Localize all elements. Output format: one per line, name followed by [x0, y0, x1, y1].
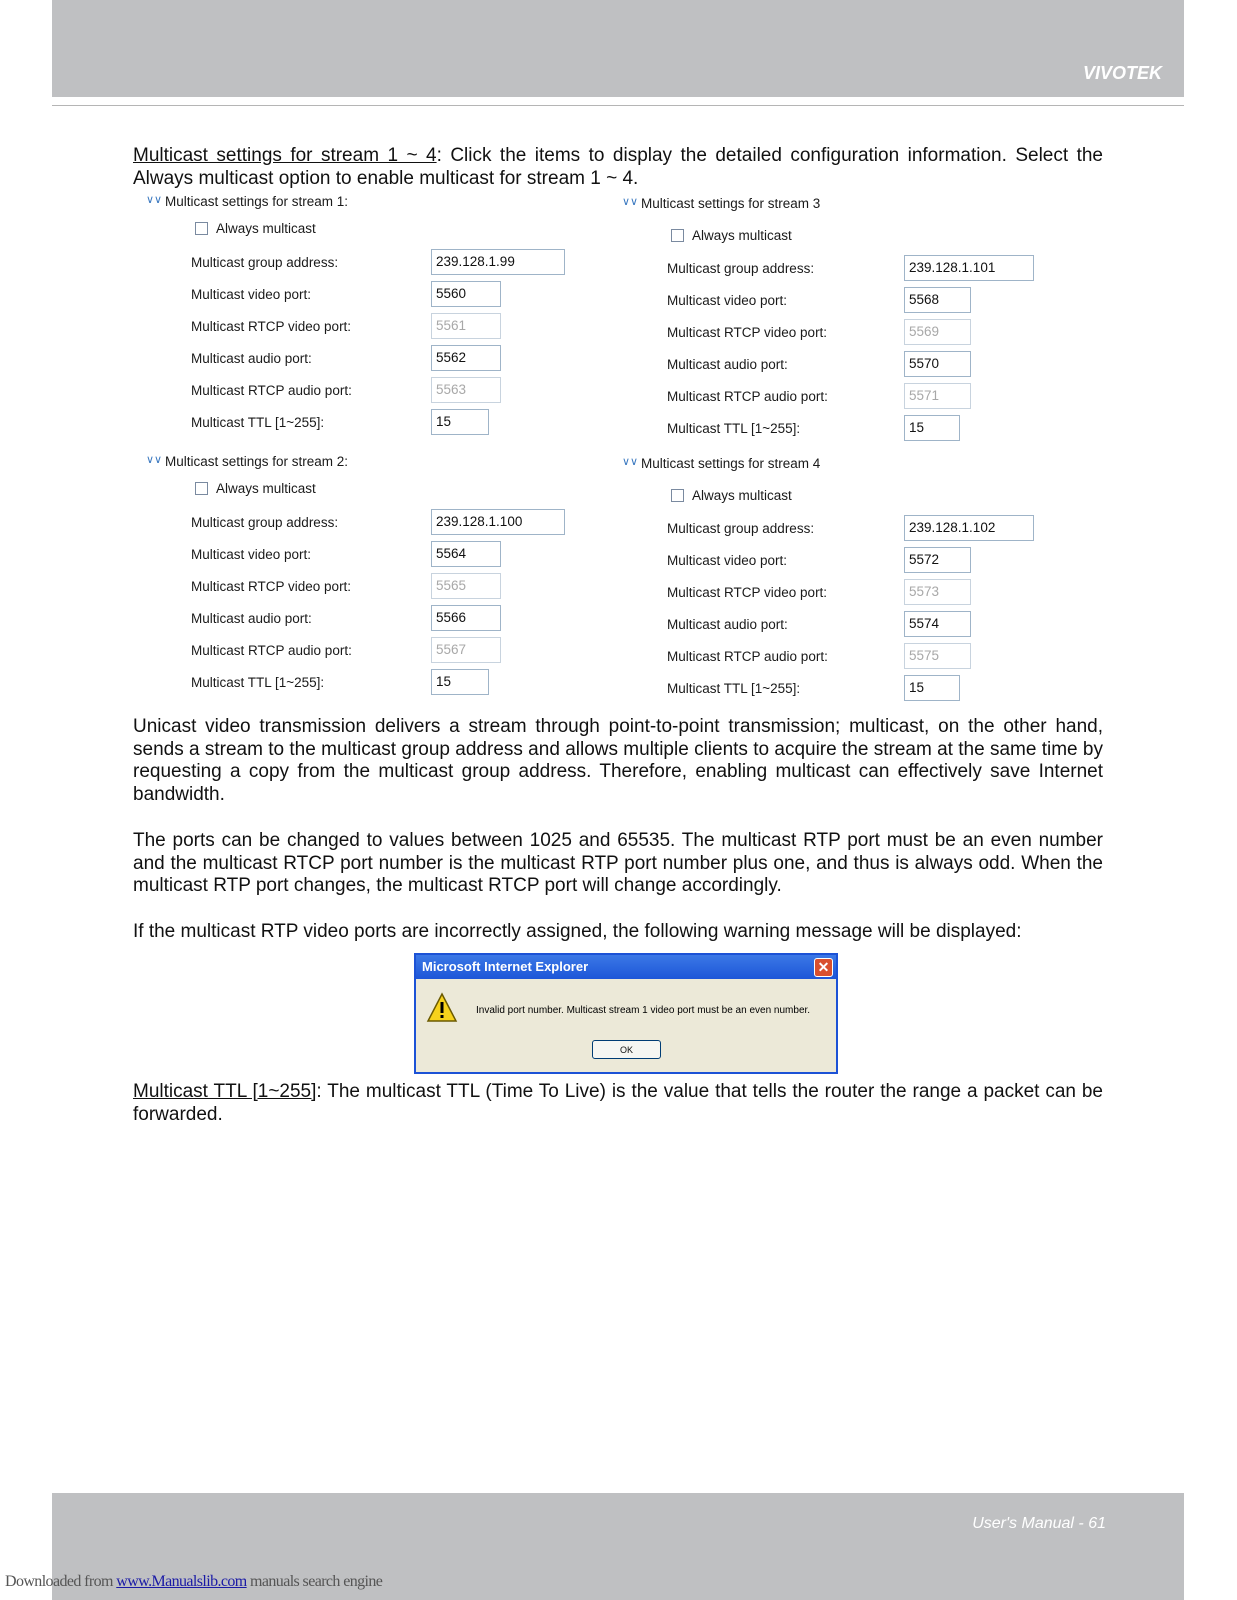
- always-multicast-checkbox[interactable]: [195, 482, 208, 495]
- ok-button[interactable]: OK: [592, 1040, 661, 1059]
- intro-term: Multicast settings for stream 1 ~ 4: [133, 145, 437, 166]
- video-port-input[interactable]: 5560: [431, 281, 501, 307]
- rtcp-audio-port-input: 5563: [431, 377, 501, 403]
- chevron-down-icon: ∨∨: [146, 194, 163, 206]
- dialog-title-bar: [416, 955, 836, 979]
- rtcp-video-port-label: Multicast RTCP video port:: [191, 578, 352, 594]
- group-address-input[interactable]: 239.128.1.99: [431, 249, 565, 275]
- stream-4-title[interactable]: ∨∨ Multicast settings for stream 4: [622, 456, 821, 471]
- rtcp-video-port-input: 5569: [904, 319, 971, 345]
- ttl-label: Multicast TTL [1~255]:: [191, 414, 325, 430]
- close-icon[interactable]: ✕: [814, 958, 833, 977]
- ports-paragraph: The ports can be changed to values between 1025 and 65535. The multicast RTP port must be an even number and the multicast RTCP port number is the multicast RTP port number plus one, and thus is always odd. When the multicast RTP port changes, the multicast RTCP port will change accordingly.: [133, 830, 1103, 896]
- rtcp-video-port-input: 5565: [431, 573, 501, 599]
- group-address-label: Multicast group address:: [667, 260, 815, 276]
- header-band: [52, 0, 1184, 97]
- stream-4-panel: [619, 456, 1089, 706]
- video-port-label: Multicast video port:: [191, 546, 312, 562]
- dialog-title: Microsoft Internet Explorer: [422, 959, 589, 974]
- ttl-term: Multicast TTL [1~255]: [133, 1081, 317, 1102]
- ttl-label: Multicast TTL [1~255]:: [667, 680, 801, 696]
- stream-2-title[interactable]: ∨∨ Multicast settings for stream 2:: [146, 454, 349, 469]
- rtcp-audio-port-label: Multicast RTCP audio port:: [667, 648, 828, 664]
- rtcp-audio-port-label: Multicast RTCP audio port:: [191, 382, 352, 398]
- audio-port-input[interactable]: 5562: [431, 345, 501, 371]
- video-port-input[interactable]: 5572: [904, 547, 971, 573]
- audio-port-label: Multicast audio port:: [667, 356, 788, 372]
- warning-paragraph: If the multicast RTP video ports are incorrectly assigned, the following warning message will be displayed:: [133, 921, 1022, 942]
- always-multicast-option[interactable]: Always multicast: [671, 228, 792, 243]
- always-multicast-option[interactable]: Always multicast: [671, 488, 792, 503]
- group-address-input[interactable]: 239.128.1.100: [431, 509, 565, 535]
- video-port-label: Multicast video port:: [191, 286, 312, 302]
- ttl-input[interactable]: 15: [431, 669, 489, 695]
- audio-port-input[interactable]: 5570: [904, 351, 971, 377]
- page-number: User's Manual - 61: [972, 1515, 1106, 1532]
- ttl-text: : The multicast TTL (Time To Live) is the value that tells the router the range a packet can be forwarded.: [133, 1081, 1103, 1125]
- warning-icon: [426, 992, 458, 1024]
- ttl-input[interactable]: 15: [904, 675, 960, 701]
- header-divider: [52, 105, 1184, 106]
- unicast-paragraph: Unicast video transmission delivers a stream through point-to-point transmission; multicast, on the other hand, sends a stream to the multicast group address and allows multiple clients to acquire the stream at the same time by requesting a copy from the multicast group address. Therefore, enabling multicast can effectively save Internet bandwidth.: [133, 716, 1103, 805]
- rtcp-audio-port-label: Multicast RTCP audio port:: [191, 642, 352, 658]
- video-port-input[interactable]: 5568: [904, 287, 971, 313]
- ttl-input[interactable]: 15: [431, 409, 489, 435]
- manualslib-link[interactable]: www.Manualslib.com: [116, 1573, 247, 1590]
- rtcp-audio-port-input: 5571: [904, 383, 971, 409]
- warning-dialog: [414, 953, 838, 1074]
- chevron-down-icon: ∨∨: [622, 456, 639, 468]
- ttl-label: Multicast TTL [1~255]:: [191, 674, 325, 690]
- stream-3-title[interactable]: ∨∨ Multicast settings for stream 3: [622, 196, 821, 211]
- video-port-label: Multicast video port:: [667, 552, 788, 568]
- always-multicast-checkbox[interactable]: [671, 229, 684, 242]
- always-multicast-checkbox[interactable]: [671, 489, 684, 502]
- dialog-message: Invalid port number. Multicast stream 1 video port must be an even number.: [476, 1005, 811, 1016]
- chevron-down-icon: ∨∨: [622, 196, 639, 208]
- group-address-label: Multicast group address:: [191, 254, 339, 270]
- ttl-label: Multicast TTL [1~255]:: [667, 420, 801, 436]
- brand-logo: VIVOTEK: [1082, 63, 1162, 83]
- audio-port-label: Multicast audio port:: [667, 616, 788, 632]
- always-multicast-option[interactable]: Always multicast: [195, 221, 316, 236]
- rtcp-video-port-input: 5573: [904, 579, 971, 605]
- video-port-input[interactable]: 5564: [431, 541, 501, 567]
- group-address-input[interactable]: 239.128.1.101: [904, 255, 1034, 281]
- always-multicast-option[interactable]: Always multicast: [195, 481, 316, 496]
- rtcp-video-port-label: Multicast RTCP video port:: [667, 324, 828, 340]
- rtcp-audio-port-input: 5575: [904, 643, 971, 669]
- stream-2-panel: [143, 454, 613, 704]
- stream-1-panel: [143, 194, 613, 444]
- ttl-input[interactable]: 15: [904, 415, 960, 441]
- download-note: Downloaded from www.Manualslib.com manuals search engine: [5, 1573, 383, 1590]
- group-address-label: Multicast group address:: [191, 514, 339, 530]
- audio-port-label: Multicast audio port:: [191, 610, 312, 626]
- rtcp-audio-port-input: 5567: [431, 637, 501, 663]
- chevron-down-icon: ∨∨: [146, 454, 163, 466]
- audio-port-input[interactable]: 5574: [904, 611, 971, 637]
- ttl-paragraph: [133, 1081, 1103, 1126]
- intro-paragraph: [133, 145, 1103, 190]
- stream-1-title[interactable]: ∨∨ Multicast settings for stream 1:: [146, 194, 349, 209]
- rtcp-audio-port-label: Multicast RTCP audio port:: [667, 388, 828, 404]
- video-port-label: Multicast video port:: [667, 292, 788, 308]
- rtcp-video-port-label: Multicast RTCP video port:: [667, 584, 828, 600]
- rtcp-video-port-input: 5561: [431, 313, 501, 339]
- audio-port-label: Multicast audio port:: [191, 350, 312, 366]
- intro-text: : Click the items to display the detailed configuration information. Select the Always multicast option to enable multicast for stream 1 ~ 4.: [133, 145, 1103, 189]
- rtcp-video-port-label: Multicast RTCP video port:: [191, 318, 352, 334]
- group-address-input[interactable]: 239.128.1.102: [904, 515, 1034, 541]
- always-multicast-checkbox[interactable]: [195, 222, 208, 235]
- audio-port-input[interactable]: 5566: [431, 605, 501, 631]
- stream-3-panel: [619, 196, 1089, 446]
- group-address-label: Multicast group address:: [667, 520, 815, 536]
